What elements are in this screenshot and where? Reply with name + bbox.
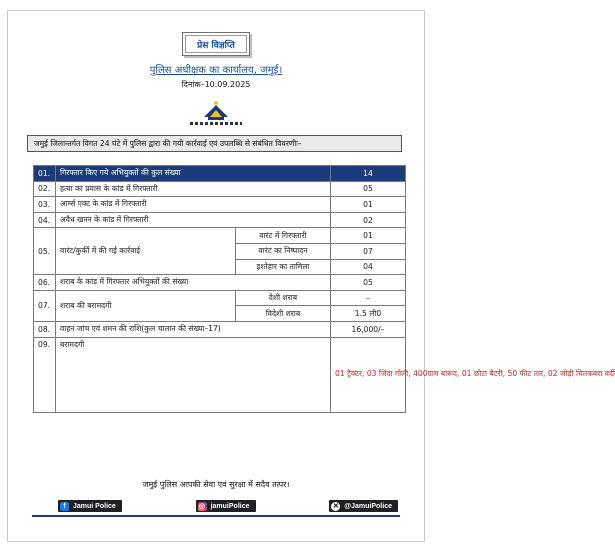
row-number: 08. xyxy=(34,321,56,337)
office-name: पुलिस अधीक्षक का कार्यालय, जमुई। xyxy=(149,65,283,76)
instagram-handle: jamuiPolice xyxy=(210,502,250,510)
x-handle: @JamuiPolice xyxy=(344,502,392,510)
emblem-caption-icon xyxy=(190,122,242,125)
sub-row-value: 01 xyxy=(331,228,406,244)
row-number: 06. xyxy=(34,275,56,291)
row-number: 02. xyxy=(34,181,56,197)
row-number: 05. xyxy=(34,228,56,275)
sub-row-value: 07 xyxy=(331,243,406,259)
row-label: शराब की बरामदगी xyxy=(56,290,236,321)
sub-row-label: विदेशी शराब xyxy=(236,306,331,322)
sub-row-label: वारंट का निष्पादन xyxy=(236,243,331,259)
facebook-link[interactable] xyxy=(58,500,122,512)
row-value: 14 xyxy=(331,166,406,182)
summary-headline: जमुई जिलान्तर्गत विगत 24 घंटे में पुलिस द्वारा की गयी कार्रवाई एवं उपलब्धि से संबंधित विवरणीः– xyxy=(27,135,402,152)
row-value: 05 xyxy=(331,181,406,197)
table-row xyxy=(34,228,406,244)
row-label: अवैध खनन के कांड में गिरफ्तारी xyxy=(56,212,331,228)
row-label: गिरफ्तार किए गये अभियुक्तों की कुल संख्या xyxy=(56,166,331,182)
row-label: आर्म्स एक्ट के कांड में गिरफ्तारी xyxy=(56,197,331,213)
row-value: 01 xyxy=(331,197,406,213)
row-number: 09. xyxy=(34,337,56,412)
table-row xyxy=(34,337,406,412)
row-value: 02 xyxy=(331,212,406,228)
row-label: हत्या का प्रयास के कांड में गिरफ्तारी xyxy=(56,181,331,197)
facebook-icon: f xyxy=(60,502,69,511)
footer-slogan: जमुई पुलिस आपकी सेवा एवं सुरक्षा में सदैव तत्पर। xyxy=(142,480,290,489)
press-release-label: प्रेस विज्ञप्ति xyxy=(185,35,247,53)
x-link[interactable] xyxy=(329,500,398,512)
row-label: वाहन जांच एवं शमन की राशि(कुल चालान की संख्या–17) xyxy=(56,321,331,337)
table-row xyxy=(34,181,406,197)
table-row xyxy=(34,275,406,291)
action-summary-table xyxy=(33,165,615,413)
release-date: दिनांक–10.09.2025 xyxy=(181,80,251,89)
press-release-title-box xyxy=(182,32,250,56)
sub-row-value: 1.5 ली0 xyxy=(331,306,406,322)
sub-row-value: – xyxy=(331,290,406,306)
row-number: 04. xyxy=(34,212,56,228)
row-number: 07. xyxy=(34,290,56,321)
x-icon: ✕ xyxy=(332,503,339,510)
social-links xyxy=(58,500,398,512)
row-label: बरामदगी xyxy=(56,337,331,412)
facebook-handle: Jamui Police xyxy=(73,502,116,510)
row-number: 03. xyxy=(34,197,56,213)
row-label: शराब के कांड में गिरफ्तार अभियुक्तों की संख्या xyxy=(56,275,331,291)
table-row xyxy=(34,166,406,182)
instagram-icon: ◎ xyxy=(199,503,206,510)
sub-row-label: इश्तेहार का तामिला xyxy=(236,259,331,275)
table-row xyxy=(34,290,406,306)
table-row xyxy=(34,212,406,228)
sub-row-label: देशी शराब xyxy=(236,290,331,306)
row-value: 16,000/– xyxy=(331,321,406,337)
table-row xyxy=(34,197,406,213)
row-value: 05 xyxy=(331,275,406,291)
table-row xyxy=(34,321,406,337)
sub-row-label: वारंट में गिरफ्तारी xyxy=(236,228,331,244)
recovery-items: 01 ट्रैक्टर, 03 जिंदा गोली, 400ग्राम बारूद, 01 छोटा बैटरी, 50 फीट तार, 02 जोड़ी चितकबरा वर्दी xyxy=(331,337,406,412)
row-label: वारंट/कुर्की में की गई कार्रवाई xyxy=(56,228,236,275)
footer-divider xyxy=(32,515,400,517)
row-number: 01. xyxy=(34,166,56,182)
sub-row-value: 04 xyxy=(331,259,406,275)
instagram-link[interactable] xyxy=(196,500,256,512)
